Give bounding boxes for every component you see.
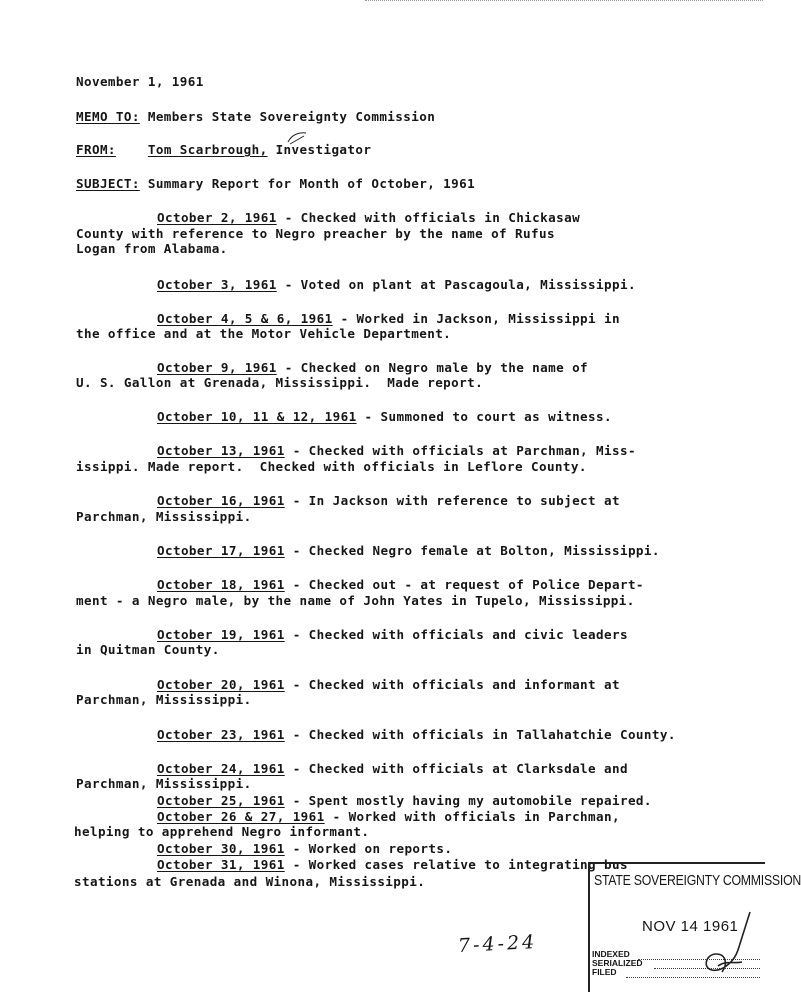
entry-text: - Checked on Negro male by the name of xyxy=(276,360,589,375)
memo-from-label: FROM: xyxy=(76,142,116,157)
entry-date: October 13, 1961 xyxy=(157,443,285,458)
entry-date: October 9, 1961 xyxy=(157,360,277,375)
entry-text: - Worked in Jackson, Mississippi in xyxy=(332,311,620,326)
stamp-serialized-label: SERIALIZED xyxy=(592,958,643,968)
entry-date: October 3, 1961 xyxy=(157,277,277,292)
handwritten-file-number: 7-4-24 xyxy=(457,930,538,958)
entry-text: - Checked out - at request of Police Depart- xyxy=(284,577,644,592)
entry-date: October 26 & 27, 1961 xyxy=(157,809,325,824)
entry-text: - Checked Negro female at Bolton, Mississippi. xyxy=(284,543,660,558)
entry-text: issippi. Made report. Checked with officials in Leflore County. xyxy=(76,459,587,474)
stamp-filed-label: FILED xyxy=(592,967,617,977)
entry-date: October 18, 1961 xyxy=(157,577,285,592)
memo-subject-value: Summary Report for Month of October, 1961 xyxy=(147,176,476,191)
entry-text: - Checked with officials in Chickasaw xyxy=(276,210,581,225)
entry-date: October 17, 1961 xyxy=(157,543,285,558)
entry-text: - Checked with officials at Parchman, Miss- xyxy=(284,443,636,458)
entry-date: October 16, 1961 xyxy=(157,493,285,508)
memo-date: November 1, 1961 xyxy=(76,74,204,89)
memo-to-value: Members State Sovereignty Commission xyxy=(147,109,436,124)
handwritten-check-mark xyxy=(286,130,310,148)
stamp-date: NOV 14 1961 xyxy=(642,918,739,935)
commission-received-stamp xyxy=(588,862,801,992)
entry-text: helping to apprehend Negro informant. xyxy=(74,824,370,839)
entry-date: October 23, 1961 xyxy=(157,727,285,742)
page-edge-marks xyxy=(365,0,763,2)
memo-from-row xyxy=(76,142,371,157)
entry-text: - Worked cases relative to integrating bus xyxy=(284,857,628,872)
entry-text: Parchman, Mississippi. xyxy=(76,776,252,791)
entry-text: - Summoned to court as witness. xyxy=(356,409,612,424)
entry-text: - Checked with officials and civic leaders xyxy=(284,627,628,642)
memo-from-name: Tom Scarbrough, xyxy=(147,142,268,157)
entry-text: Parchman, Mississippi. xyxy=(76,692,252,707)
entry-date: October 25, 1961 xyxy=(157,793,285,808)
memo-from-title: Investigator xyxy=(275,142,372,157)
stamp-indexed-label: INDEXED xyxy=(592,949,630,959)
stamp-title: STATE SOVEREIGNTY COMMISSION xyxy=(594,872,801,889)
entry-date: October 10, 11 & 12, 1961 xyxy=(157,409,357,424)
entry-date: October 2, 1961 xyxy=(157,210,277,225)
entry-date: October 31, 1961 xyxy=(157,857,285,872)
entry-date: October 20, 1961 xyxy=(157,677,285,692)
memo-subject-label: SUBJECT: xyxy=(76,176,140,191)
entry-text: - Worked on reports. xyxy=(284,841,453,856)
entry-text: - In Jackson with reference to subject at xyxy=(284,493,620,508)
entry-text: - Spent mostly having my automobile repaired. xyxy=(284,793,652,808)
entry-date: October 24, 1961 xyxy=(157,761,285,776)
entry-text: the office and at the Motor Vehicle Department. xyxy=(76,326,452,341)
stamp-signature xyxy=(698,910,758,980)
memo-to-row xyxy=(76,109,435,124)
entry-text: - Checked with officials in Tallahatchie County. xyxy=(284,727,676,742)
entry-text: - Checked with officials at Clarksdale and xyxy=(284,761,628,776)
entry-text: - Checked with officials and informant at xyxy=(284,677,620,692)
entry-text: County with reference to Negro preacher by the name of Rufus xyxy=(76,226,555,241)
entry-date: October 4, 5 & 6, 1961 xyxy=(157,311,333,326)
entry-text: - Voted on plant at Pascagoula, Mississippi. xyxy=(276,277,636,292)
entry-text: - Worked with officials in Parchman, xyxy=(324,809,620,824)
entry-date: October 19, 1961 xyxy=(157,627,285,642)
memo-subject-row xyxy=(76,176,475,191)
entry-text: Parchman, Mississippi. xyxy=(76,509,252,524)
entry-text: Logan from Alabama. xyxy=(76,241,228,256)
entry-text: stations at Grenada and Winona, Mississippi. xyxy=(74,874,426,889)
memo-to-label: MEMO TO: xyxy=(76,109,140,124)
entry-text: in Quitman County. xyxy=(76,642,220,657)
entry-text: ment - a Negro male, by the name of John Yates in Tupelo, Mississippi. xyxy=(76,593,635,608)
entry-date: October 30, 1961 xyxy=(157,841,285,856)
entry-text: U. S. Gallon at Grenada, Mississippi. Made report. xyxy=(76,375,484,390)
